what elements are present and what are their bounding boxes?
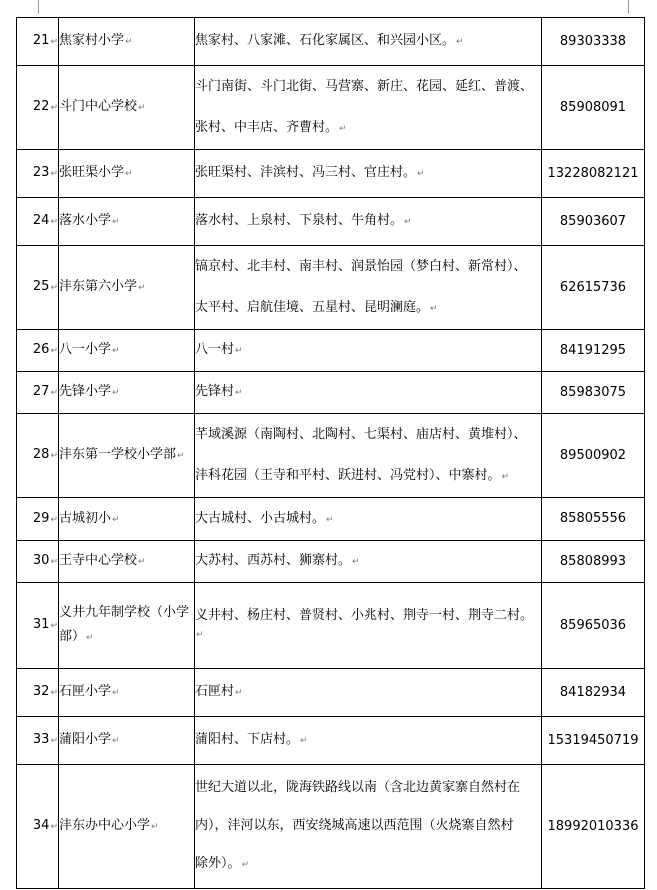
area-line: 八一村↵ (195, 342, 243, 357)
phone-number: 15319450719 (542, 717, 645, 765)
area-line: 镐京村、北丰村、南丰村、润景怡园（梦白村、新常村）、 (195, 258, 527, 274)
paragraph-mark-icon: ↵ (86, 633, 94, 643)
paragraph-mark-icon: ↵ (125, 169, 133, 179)
paragraph-mark-icon: ↵ (50, 283, 58, 293)
phone-number: 62615736 (542, 246, 645, 330)
row-number: 28↵ (17, 414, 59, 498)
paragraph-mark-icon: ↵ (50, 103, 58, 113)
district-area (195, 66, 542, 150)
row-number: 29↵ (17, 498, 59, 541)
paragraph-mark-icon: ↵ (138, 283, 146, 293)
district-area (195, 246, 542, 330)
area-line: 焦家村、八家滩、石化家属区、和兴园小区。↵ (195, 33, 464, 48)
phone-number: 89500902 (542, 414, 645, 498)
phone-number: 84191295 (542, 330, 645, 372)
area-line: 张旺渠村、沣滨村、冯三村、官庄村。↵ (195, 165, 425, 180)
paragraph-mark-icon: ↵ (112, 388, 120, 398)
district-area (195, 330, 542, 372)
row-number: 26↵ (17, 330, 59, 372)
paragraph-mark-icon: ↵ (112, 346, 120, 356)
paragraph-mark-icon: ↵ (50, 169, 58, 179)
area-line: 先锋村↵ (195, 384, 243, 399)
paragraph-mark-icon: ↵ (138, 557, 146, 567)
row-number: 25↵ (17, 246, 59, 330)
district-area (195, 765, 542, 889)
paragraph-mark-icon: ↵ (300, 736, 308, 746)
school-name: 古城初小↵ (59, 498, 195, 541)
row-number: 21↵ (17, 18, 59, 66)
area-line: 太平村、启航佳境、五星村、昆明澜庭。↵ (195, 299, 438, 315)
school-name: 沣东第六小学↵ (59, 246, 195, 330)
district-area (195, 372, 542, 414)
table-row (17, 583, 645, 669)
paragraph-mark-icon: ↵ (151, 822, 159, 832)
table-row (17, 541, 645, 583)
row-number: 31↵ (17, 583, 59, 669)
phone-number: 85805556 (542, 498, 645, 541)
paragraph-mark-icon: ↵ (112, 514, 120, 525)
table-row (17, 414, 645, 498)
school-name: 石匣小学↵ (59, 669, 195, 717)
area-line: 大古城村、小古城村。↵ (195, 510, 334, 526)
paragraph-mark-icon: ↵ (430, 303, 438, 314)
area-line: 落水村、上泉村、下泉村、牛角村。↵ (195, 213, 412, 228)
paragraph-mark-icon: ↵ (50, 688, 58, 698)
row-number: 24↵ (17, 198, 59, 246)
paragraph-mark-icon: ↵ (404, 217, 412, 227)
area-line: 世纪大道以北，陇海铁路线以南（含北边黄家寨自然村在 (195, 780, 521, 795)
paragraph-mark-icon: ↵ (456, 37, 464, 47)
district-area (195, 414, 542, 498)
area-line: 除外）。↵ (195, 856, 250, 871)
district-area (195, 18, 542, 66)
paragraph-mark-icon: ↵ (326, 514, 334, 525)
school-name: 张旺渠小学↵ (59, 150, 195, 198)
paragraph-mark-icon: ↵ (50, 388, 58, 398)
school-name: 八一小学↵ (59, 330, 195, 372)
row-number: 32↵ (17, 669, 59, 717)
school-name: 焦家村小学↵ (59, 18, 195, 66)
row-number: 34↵ (17, 765, 59, 889)
area-line: 芊域溪源（南陶村、北陶村、七渠村、庙店村、黄堆村）、 (195, 426, 527, 442)
table-row (17, 150, 645, 198)
table-row (17, 717, 645, 765)
crop-mark-right (628, 0, 629, 14)
paragraph-mark-icon: ↵ (241, 860, 250, 870)
area-line: 蒲阳村、下店村。↵ (195, 732, 308, 747)
paragraph-mark-icon: ↵ (112, 688, 120, 698)
phone-number: 85983075 (542, 372, 645, 414)
area-line: 内），沣河以东，西安绕城高速以西范围（火烧寨自然村 (195, 818, 514, 833)
paragraph-mark-icon: ↵ (177, 451, 185, 461)
paragraph-mark-icon: ↵ (50, 514, 58, 525)
phone-number: 85808993 (542, 541, 645, 583)
school-name: 落水小学↵ (59, 198, 195, 246)
paragraph-mark-icon: ↵ (50, 736, 58, 746)
paragraph-mark-icon: ↵ (50, 557, 58, 567)
phone-number: 89303338 (542, 18, 645, 66)
district-area (195, 669, 542, 717)
area-line: 张村、中丰店、齐曹村。↵ (195, 119, 347, 135)
paragraph-mark-icon: ↵ (50, 451, 58, 461)
school-name: 先锋小学↵ (59, 372, 195, 414)
table-row (17, 198, 645, 246)
paragraph-mark-icon: ↵ (125, 37, 133, 47)
paragraph-mark-icon: ↵ (235, 688, 243, 698)
row-number: 27↵ (17, 372, 59, 414)
area-line: 大苏村、西苏村、狮寨村。↵ (195, 553, 360, 568)
table-row (17, 330, 645, 372)
row-number: 30↵ (17, 541, 59, 583)
school-name: 义井九年制学校（小学部）↵ (59, 583, 195, 669)
paragraph-mark-icon: ↵ (138, 103, 146, 113)
phone-number: 13228082121 (542, 150, 645, 198)
phone-number: 18992010336 (542, 765, 645, 889)
area-line: 石匣村↵ (195, 684, 243, 699)
school-name: 蒲阳小学↵ (59, 717, 195, 765)
table-row (17, 246, 645, 330)
paragraph-mark-icon: ↵ (235, 388, 243, 398)
phone-number: 84182934 (542, 669, 645, 717)
school-name: 王寺中心学校↵ (59, 541, 195, 583)
area-line: 义井村、杨庄村、普贤村、小兆村、荆寺一村、荆寺二村。↵ (195, 608, 534, 640)
district-area (195, 541, 542, 583)
table-row (17, 66, 645, 150)
paragraph-mark-icon: ↵ (50, 217, 58, 227)
paragraph-mark-icon: ↵ (417, 169, 425, 179)
paragraph-mark-icon: ↵ (50, 621, 58, 631)
paragraph-mark-icon: ↵ (50, 822, 58, 832)
paragraph-mark-icon: ↵ (196, 630, 204, 640)
school-name: 斗门中心学校↵ (59, 66, 195, 150)
school-name: 沣东第一学校小学部↵ (59, 414, 195, 498)
paragraph-mark-icon: ↵ (112, 217, 120, 227)
paragraph-mark-icon: ↵ (50, 37, 58, 47)
paragraph-mark-icon: ↵ (50, 346, 58, 356)
paragraph-mark-icon: ↵ (352, 557, 360, 567)
row-number: 33↵ (17, 717, 59, 765)
school-district-table (16, 17, 645, 889)
table-row (17, 669, 645, 717)
paragraph-mark-icon: ↵ (235, 346, 243, 356)
table-row (17, 498, 645, 541)
area-line: 斗门南街、斗门北街、马营寨、新庄、花园、延红、普渡、 (195, 78, 534, 94)
row-number: 22↵ (17, 66, 59, 150)
table-row (17, 372, 645, 414)
district-area (195, 198, 542, 246)
paragraph-mark-icon: ↵ (501, 471, 510, 482)
district-area (195, 498, 542, 541)
table-row (17, 765, 645, 889)
phone-number: 85908091 (542, 66, 645, 150)
district-area (195, 150, 542, 198)
table-row (17, 18, 645, 66)
school-name: 沣东办中心小学↵ (59, 765, 195, 889)
district-area (195, 583, 542, 669)
phone-number: 85903607 (542, 198, 645, 246)
paragraph-mark-icon: ↵ (339, 123, 347, 134)
row-number: 23↵ (17, 150, 59, 198)
paragraph-mark-icon: ↵ (112, 736, 120, 746)
phone-number: 85965036 (542, 583, 645, 669)
district-area (195, 717, 542, 765)
crop-mark-left (38, 0, 39, 14)
area-line: 沣科花园（王寺和平村、跃进村、冯党村）、中寨村。↵ (195, 467, 510, 483)
